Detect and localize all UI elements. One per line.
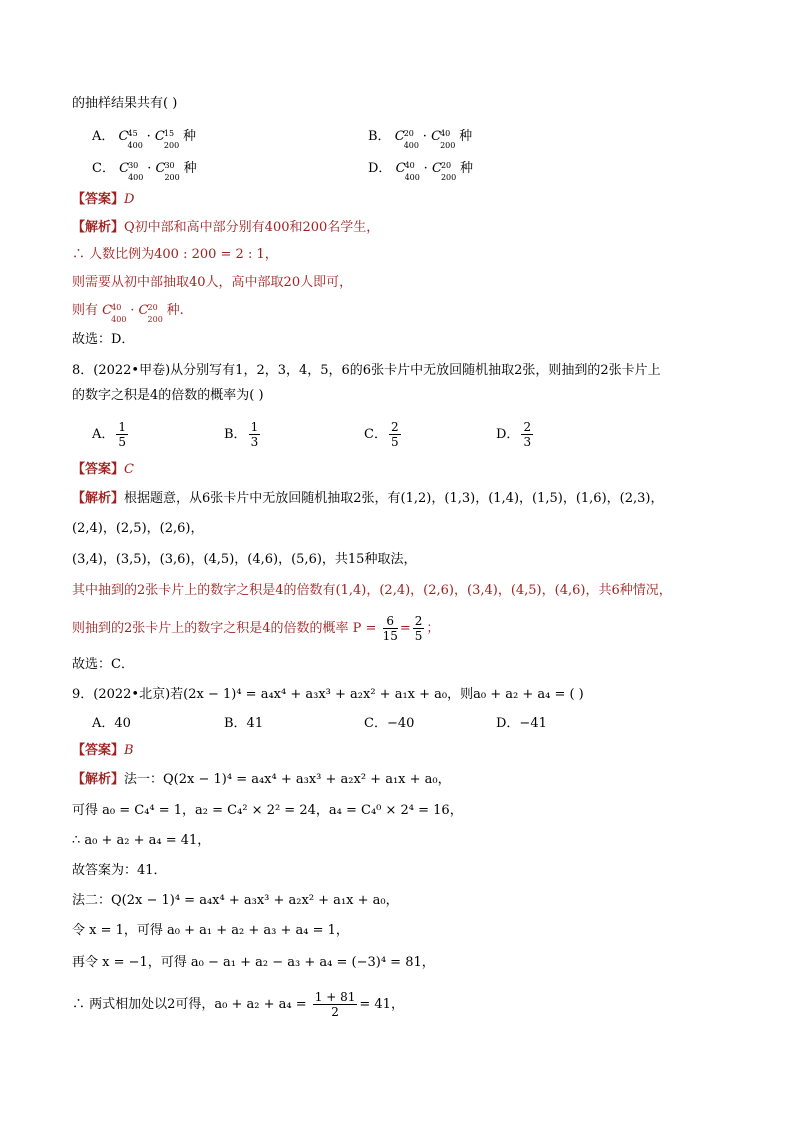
combination-term: C 20 400 xyxy=(394,129,419,150)
q8-analysis-line-6: 故选：C． xyxy=(72,657,134,672)
fraction: $\frac{1 + 81}{2}$ xyxy=(314,990,356,1019)
q9-option-b[interactable]: B．41 xyxy=(224,716,264,731)
option-label: A． xyxy=(92,129,115,144)
q7-analysis-line-2: ∴ 人数比例为400 : 200 = 2 : 1， xyxy=(72,247,278,262)
analysis-text: 种. xyxy=(166,303,184,318)
combination-term: C 20 200 xyxy=(431,161,457,182)
option-suffix: 种 xyxy=(183,161,197,176)
option-label: C． xyxy=(92,161,115,176)
analysis-text: 则有 xyxy=(72,303,99,318)
fraction: $\frac{1}{5}$ xyxy=(118,420,127,449)
q8-answer xyxy=(72,461,134,479)
answer-value: D xyxy=(124,192,135,207)
dot: · xyxy=(422,129,427,144)
q9-analysis-line-3: ∴ a₀ + a₂ + a₄ = 41， xyxy=(72,833,211,848)
analysis-tag: 【解析】 xyxy=(72,491,125,506)
option-label: D． xyxy=(496,427,520,442)
option-suffix: 种 xyxy=(183,129,197,144)
option-label: B． xyxy=(368,129,391,144)
analysis-text: ∴ 两式相加处以2可得，a₀ + a₂ + a₄ = xyxy=(72,997,307,1012)
q9-answer xyxy=(72,742,134,760)
answer-value: C xyxy=(124,462,134,477)
combination-term: C 20 200 xyxy=(138,303,163,324)
q9-analysis-line-5: 法二：Q(2x − 1)⁴ = a₄x⁴ + a₃x³ + a₂x² + a₁x + a₀， xyxy=(72,893,399,908)
q8-option-d[interactable] xyxy=(496,420,535,449)
q9-option-a[interactable]: A．40 xyxy=(92,716,131,731)
q8-option-a[interactable] xyxy=(92,420,130,449)
q7-analysis-line-3: 则需要从初中部抽取40人，高中部取20人即可， xyxy=(72,275,353,290)
analysis-text: = 41， xyxy=(359,997,404,1012)
q9-analysis-line-2: 可得 a₀ = C₄⁴ = 1，a₂ = C₄² × 2² = 24，a₄ = C₄⁰ × 2⁴ = 16， xyxy=(72,803,463,818)
q9-analysis-line-1 xyxy=(72,771,451,789)
fraction: $\frac{2}{5}$ xyxy=(390,420,399,449)
q7-stem-tail: 的抽样结果共有( ) xyxy=(72,96,178,111)
option-label: D． xyxy=(368,161,392,176)
q7-answer xyxy=(72,191,134,209)
fraction: $\frac{2}{5}$ xyxy=(414,614,423,643)
option-label: B． xyxy=(224,427,247,442)
answer-value: B xyxy=(124,743,134,758)
dot: · xyxy=(423,161,428,176)
q8-option-b[interactable] xyxy=(224,420,262,449)
q9-stem: 9．(2022•北京)若(2x − 1)⁴ = a₄x⁴ + a₃x³ + a₂x² + a₁x + a₀，则a₀ + a₂ + a₄ = ( ) xyxy=(72,687,584,702)
combination-term: C 15 200 xyxy=(154,129,180,150)
q9-option-c[interactable]: C．−40 xyxy=(364,716,415,731)
q7-analysis-line-4 xyxy=(72,302,184,324)
q9-analysis-line-7: 再令 x = −1，可得 a₀ − a₁ + a₂ − a₃ + a₄ = (−3)⁴ = 81， xyxy=(72,955,435,970)
analysis-tag: 【解析】 xyxy=(72,220,125,235)
option-suffix: 种 xyxy=(459,129,473,144)
combination-term: C 30 200 xyxy=(155,161,180,182)
q7-option-c[interactable] xyxy=(92,160,197,182)
fraction: $\frac{6}{15}$ xyxy=(382,614,398,643)
combination-term: C 40 400 xyxy=(102,303,127,324)
analysis-tag: 【解析】 xyxy=(72,772,125,787)
combination-term: C 45 400 xyxy=(118,129,143,150)
answer-tag: 【答案】 xyxy=(72,462,125,477)
q9-analysis-line-8 xyxy=(72,990,404,1019)
q8-option-c[interactable] xyxy=(364,420,403,449)
q8-analysis-line-2: (2,4)，(2,5)，(2,6)， xyxy=(72,521,204,536)
answer-tag: 【答案】 xyxy=(72,743,125,758)
q9-analysis-line-6: 令 x = 1，可得 a₀ + a₁ + a₂ + a₃ + a₄ = 1， xyxy=(72,923,349,938)
combination-term: C 40 200 xyxy=(431,129,456,150)
option-label: A． xyxy=(92,427,115,442)
option-label: C． xyxy=(364,427,387,442)
combination-term: C 30 400 xyxy=(119,161,144,182)
q7-analysis-line-5: 故选：D． xyxy=(72,332,135,347)
q8-analysis-line-4: 其中抽到的2张卡片上的数字之积是4的倍数有(1,4)，(2,4)，(2,6)，(3,4)，(4,5)，(4,6)，共6种情况， xyxy=(72,583,672,598)
dot: · xyxy=(130,303,135,318)
analysis-text: ； xyxy=(426,621,440,636)
q9-analysis-line-4: 故答案为：41． xyxy=(72,863,167,878)
combination-term: C 40 400 xyxy=(395,161,420,182)
q9-option-d[interactable]: D．−41 xyxy=(496,716,547,731)
q8-analysis-line-5: 则抽到的2张卡片上的数字之积是4的倍数的概率 P = $\frac{6}{15}$ = $\frac{2}{5}$ ； xyxy=(72,614,440,643)
q7-option-d[interactable] xyxy=(368,160,474,182)
analysis-text: 法一：Q(2x − 1)⁴ = a₄x⁴ + a₃x³ + a₂x² + a₁x + a₀， xyxy=(124,772,451,787)
q8-analysis-line-1 xyxy=(72,490,663,508)
q7-analysis-line-1 xyxy=(72,219,379,237)
answer-tag: 【答案】 xyxy=(72,192,125,207)
q8-analysis-line-3: (3,4)，(3,5)，(3,6)，(4,5)，(4,6)，(5,6)，共15种取法， xyxy=(72,552,417,567)
q8-stem-line-2: 的数字之积是4的倍数的概率为( ) xyxy=(72,388,264,403)
option-suffix: 种 xyxy=(460,161,474,176)
analysis-text: 根据题意，从6张卡片中无放回随机抽取2张，有(1,2)，(1,3)，(1,4)，(1,5)，(1,6)，(2,3)， xyxy=(124,491,664,506)
analysis-text: 则抽到的2张卡片上的数字之积是4的倍数的概率 P = xyxy=(72,621,377,636)
q8-stem-line-1: 8．(2022•甲卷)从分别写有1，2，3，4，5，6的6张卡片中无放回随机抽取2张，则抽到的2张卡片上 xyxy=(72,363,661,378)
fraction: $\frac{1}{3}$ xyxy=(250,420,259,449)
dot: · xyxy=(146,129,151,144)
analysis-text: Q初中部和高中部分别有400和200名学生， xyxy=(124,220,380,235)
q7-option-a[interactable] xyxy=(92,128,197,150)
q7-option-b[interactable] xyxy=(368,128,473,150)
dot: · xyxy=(147,161,152,176)
fraction: $\frac{2}{3}$ xyxy=(523,420,532,449)
